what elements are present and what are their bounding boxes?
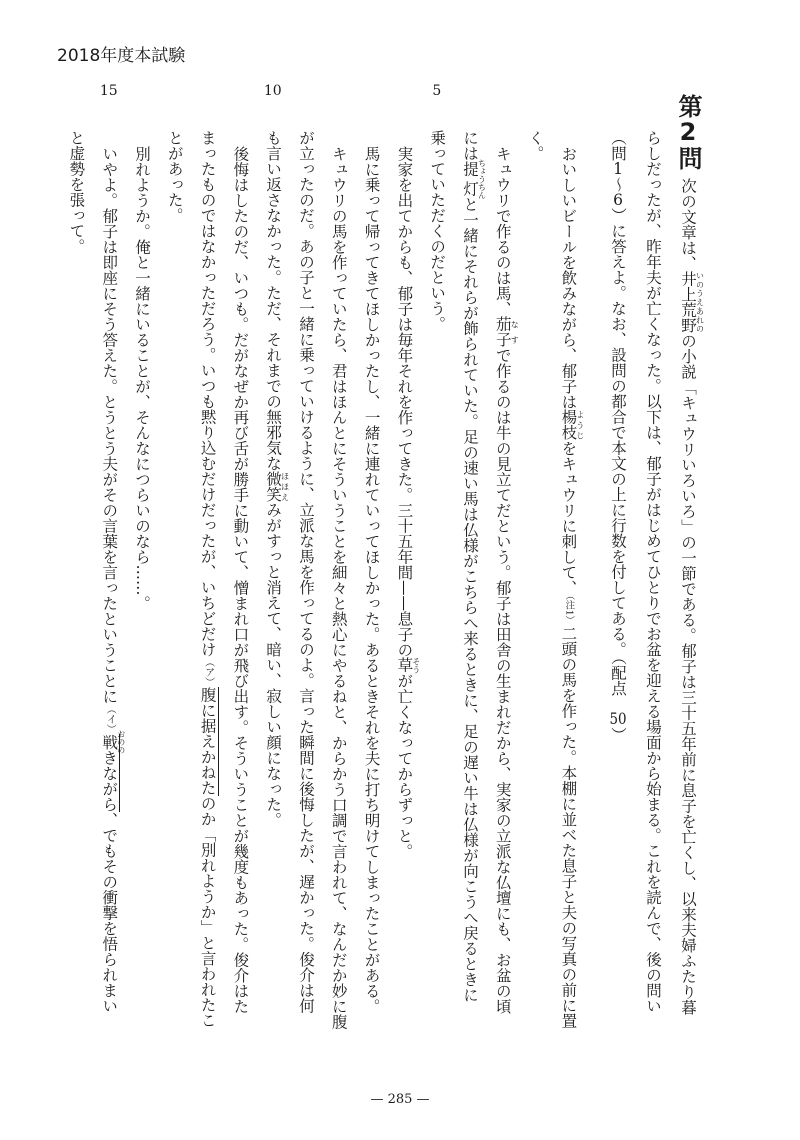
text-run: く。 <box>526 130 545 161</box>
text-run: みがすっと消えて、暗い、寂しい顔になった。 <box>264 502 283 828</box>
text-run: をキュウリに刺して、 <box>559 440 578 595</box>
text-run: ） <box>609 726 627 743</box>
upright-digits: 1 <box>613 161 623 177</box>
text-run: 二頭の馬を作った。本棚に並べた息子と夫の写真の前に置 <box>559 624 578 1028</box>
exam-year-label: 2018年度本試験 <box>57 46 186 66</box>
ruby-reading: おのの <box>116 729 126 754</box>
passage-line <box>388 130 421 1055</box>
line-number-5: 5 <box>432 83 442 99</box>
ruby-base: 提灯 <box>460 158 479 199</box>
text-run: おいしいビールを飲みながら、郁子は <box>559 145 578 409</box>
passage-line <box>256 130 289 1055</box>
text-run: には <box>460 130 479 161</box>
line-number-15: 15 <box>99 83 118 99</box>
passage-line <box>519 130 552 1055</box>
ruby-annotated-word <box>559 409 585 440</box>
ruby-reading: そう <box>411 656 421 673</box>
text-run: 後悔はしたのだ、いつも。だがなぜか再び舌が勝手に動いて、憎まれ口が飛び出す。そういうことが幾度もあった。俊介はた <box>231 145 250 1014</box>
text-run: で作るのは牛の見立てだという。郁子は田舎の生まれだから、実家の立派な仏壇にも、お盆の頃 <box>493 347 512 1014</box>
passage-line <box>224 130 257 1055</box>
sidelined-phrase <box>199 687 219 796</box>
text-run: と一緒にそれらが飾られていた。足の速い馬は仏様がこちらへ来るときに、足の遅い牛は仏様が向こうへ戻るときに <box>460 196 479 1003</box>
text-run: とがあった。 <box>165 130 184 223</box>
text-run: のか「別れようか」と言われたこ <box>198 795 217 1028</box>
text-run: キュウリで作るのは馬、 <box>493 145 512 316</box>
text-run: いやよ。郁子は即座にそう答えた。とうとう夫がその言葉を言ったということに <box>100 145 119 704</box>
text-run: が亡くなってからずっと。 <box>395 672 414 859</box>
passage-line <box>420 130 453 1055</box>
text-run: ）に答えよ。なお、設問の都合で本文の上に行数を付してある。（配点 <box>609 207 627 712</box>
text-run: の小説「キュウリいろいろ」の一節である。郁子は三十五年前に息子を亡くし、以来夫婦ふたり暮 <box>679 333 697 1015</box>
text-run: まったものではなかっただろう。いつも黙り込むだけだったが、いちどだけ <box>198 130 217 657</box>
passage-line <box>486 130 519 1055</box>
question-marker: （イ） <box>104 703 116 734</box>
ruby-base: 楊枝 <box>559 409 578 440</box>
ruby-annotated-word <box>100 729 126 754</box>
text-run: らしだったが、昨年夫が亡くなった。以下は、郁子がはじめてひとりでお盆を迎える場面から始まる。これを読んで、後の問い <box>644 130 662 1014</box>
passage-line <box>92 130 125 1055</box>
text-run: 乗っていただくのだという。 <box>428 130 447 332</box>
question-heading: 第2問 <box>674 94 702 170</box>
footnote-marker: （注1） <box>563 595 575 625</box>
passage-line <box>355 130 388 1055</box>
ruby-base: 草 <box>395 656 414 673</box>
text-run: 馬に乗って帰ってきてほしかったし、一緒に連れていってほしかった。あるときそれを夫に打ち明けてしまったことがある。 <box>362 145 381 1014</box>
text-run: 実家を出てからも、郁子は毎年それを作ってきた。三十五年間——息子の <box>395 145 414 657</box>
line-number-10: 10 <box>263 83 282 99</box>
ruby-annotated-word <box>460 158 487 199</box>
lead-line <box>670 130 705 1055</box>
upright-digits: 50 <box>609 711 627 727</box>
ruby-reading: なす <box>510 316 520 347</box>
ruby-base: 微笑 <box>264 471 283 502</box>
ruby-reading: ちょうちん <box>477 158 487 199</box>
question-marker: （ア） <box>202 657 214 687</box>
text-run: 別れようか。俺と一緒にいることが、そんなにつらいのなら……。 <box>132 145 151 611</box>
text-run: と虚勢を張って。 <box>67 130 86 254</box>
text-run: 、でもその衝撃を悟られまい <box>100 811 119 1013</box>
passage-line <box>322 130 355 1055</box>
ruby-annotated-word <box>493 316 520 347</box>
passage-line <box>453 130 486 1055</box>
sidelined-phrase <box>100 729 126 812</box>
text-run: 腹に据えかねた <box>198 687 217 796</box>
ruby-base: 井上荒野 <box>679 271 697 333</box>
ruby-base: 茄子 <box>493 316 512 347</box>
text-run: キュウリの馬を作っていたら、君はほんとにそういうことを細々と熱心にやるねと、からかう口調で言われて、なんだか妙に腹 <box>329 145 348 1029</box>
ruby-reading: ようじ <box>575 409 585 440</box>
text-run: 次の文章は、 <box>679 178 697 271</box>
ruby-annotated-word <box>264 471 290 502</box>
lead-text <box>600 130 705 1055</box>
passage-body <box>60 130 585 1055</box>
ruby-base: 戦 <box>100 729 119 754</box>
passage-line <box>60 130 93 1055</box>
ruby-reading: ほほえ <box>280 471 290 502</box>
text-run: （問 <box>609 130 627 161</box>
passage-line <box>191 130 224 1055</box>
text-run: きながら <box>100 749 119 812</box>
passage-line <box>289 130 322 1055</box>
text-run: も言い返さなかった。ただ、それまでの無邪気な <box>264 130 283 471</box>
passage-line <box>125 130 158 1055</box>
passage-line <box>158 130 191 1055</box>
page-number: — 285 — <box>370 1092 430 1107</box>
lead-line <box>635 130 670 1055</box>
upright-digits: 6 <box>613 192 623 208</box>
passage-line <box>552 130 585 1055</box>
lead-line <box>600 130 635 1055</box>
ruby-annotated-word <box>395 656 421 673</box>
ruby-reading: いのうえあれの <box>695 271 705 333</box>
text-run: 〜 <box>609 176 627 192</box>
text-run: が立ったのだ。あの子と一緒に乗っていけるように、立派な馬を作ってるのよ。言った瞬間に後悔したが、遅かった。俊介は何 <box>296 130 315 1014</box>
ruby-annotated-word <box>679 271 705 333</box>
